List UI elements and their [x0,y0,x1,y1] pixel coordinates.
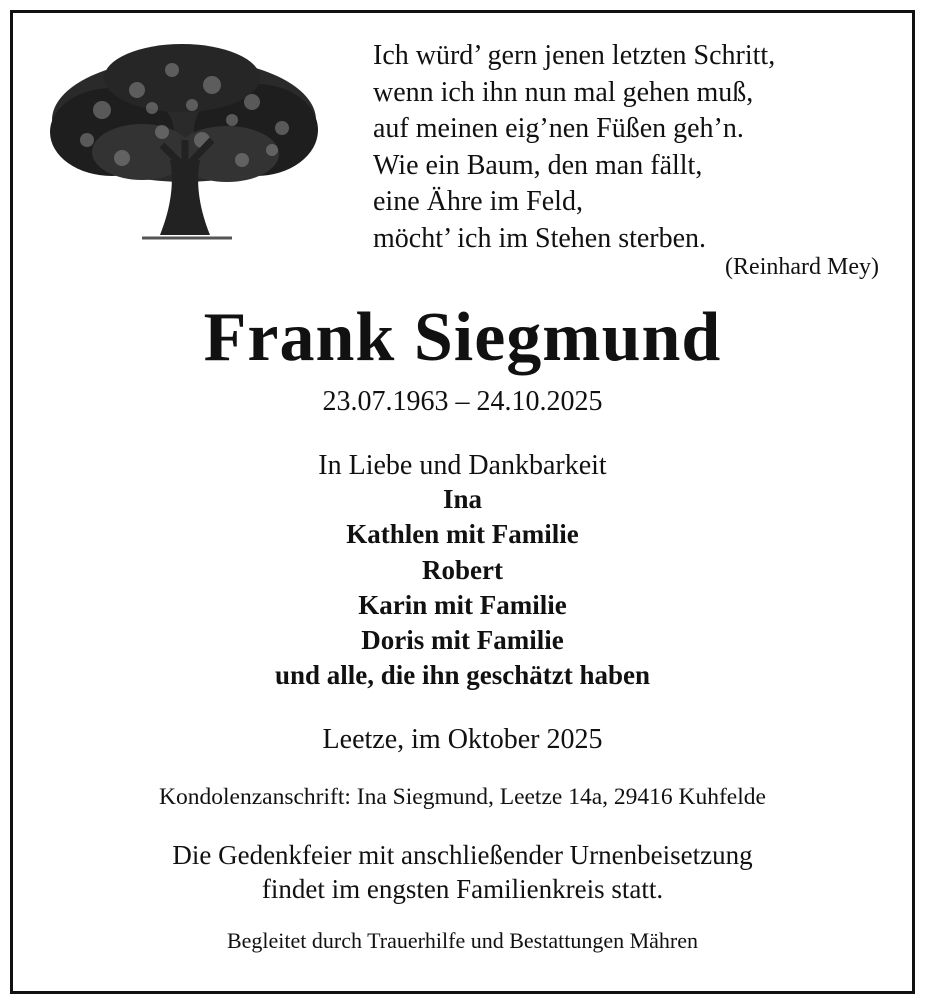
mourners-intro: In Liebe und Dankbarkeit [318,450,607,481]
ceremony-notice [0,838,925,906]
ceremony-line: findet im engsten Familienkreis statt. [261,874,664,904]
undertaker-note: Begleitet durch Trauerhilfe und Bestattungen Mähren [226,928,699,953]
mourner-name: Karin mit Familie [358,589,567,620]
poem-line: Wie ein Baum, den man fällt, [373,149,703,181]
place-date: Leetze, im Oktober 2025 [322,724,603,755]
poem [373,38,893,257]
poem-line: Ich würd’ gern jenen letzten Schritt, [373,40,776,71]
mourner-name: Doris mit Familie [361,625,564,656]
deceased-name: Frank Siegmund [203,299,722,376]
mourner-name: Kathlen mit Familie [346,519,579,550]
mourner-name: Robert [422,554,503,585]
mourners-list [0,482,925,694]
poem-line: auf meinen eig’nen Füßen geh’n. [373,113,744,144]
poem-line: möcht’ ich im Stehen sterben. [373,222,707,254]
mourner-name: und alle, die ihn geschätzt haben [274,660,651,691]
life-dates: 23.07.1963 – 24.10.2025 [322,386,603,417]
condolence-address: Kondolenzanschrift: Ina Siegmund, Leetze 14a, 29416 Kuhfelde [159,784,766,810]
poem-author: (Reinhard Mey) [725,254,879,280]
ceremony-line: Die Gedenkfeier mit anschließender Urnenbeisetzung [172,840,753,870]
tree-icon [42,40,327,250]
poem-line: wenn ich ihn nun mal gehen muß, [373,76,754,108]
mourner-name: Ina [442,484,483,514]
poem-line: eine Ähre im Feld, [373,186,583,217]
